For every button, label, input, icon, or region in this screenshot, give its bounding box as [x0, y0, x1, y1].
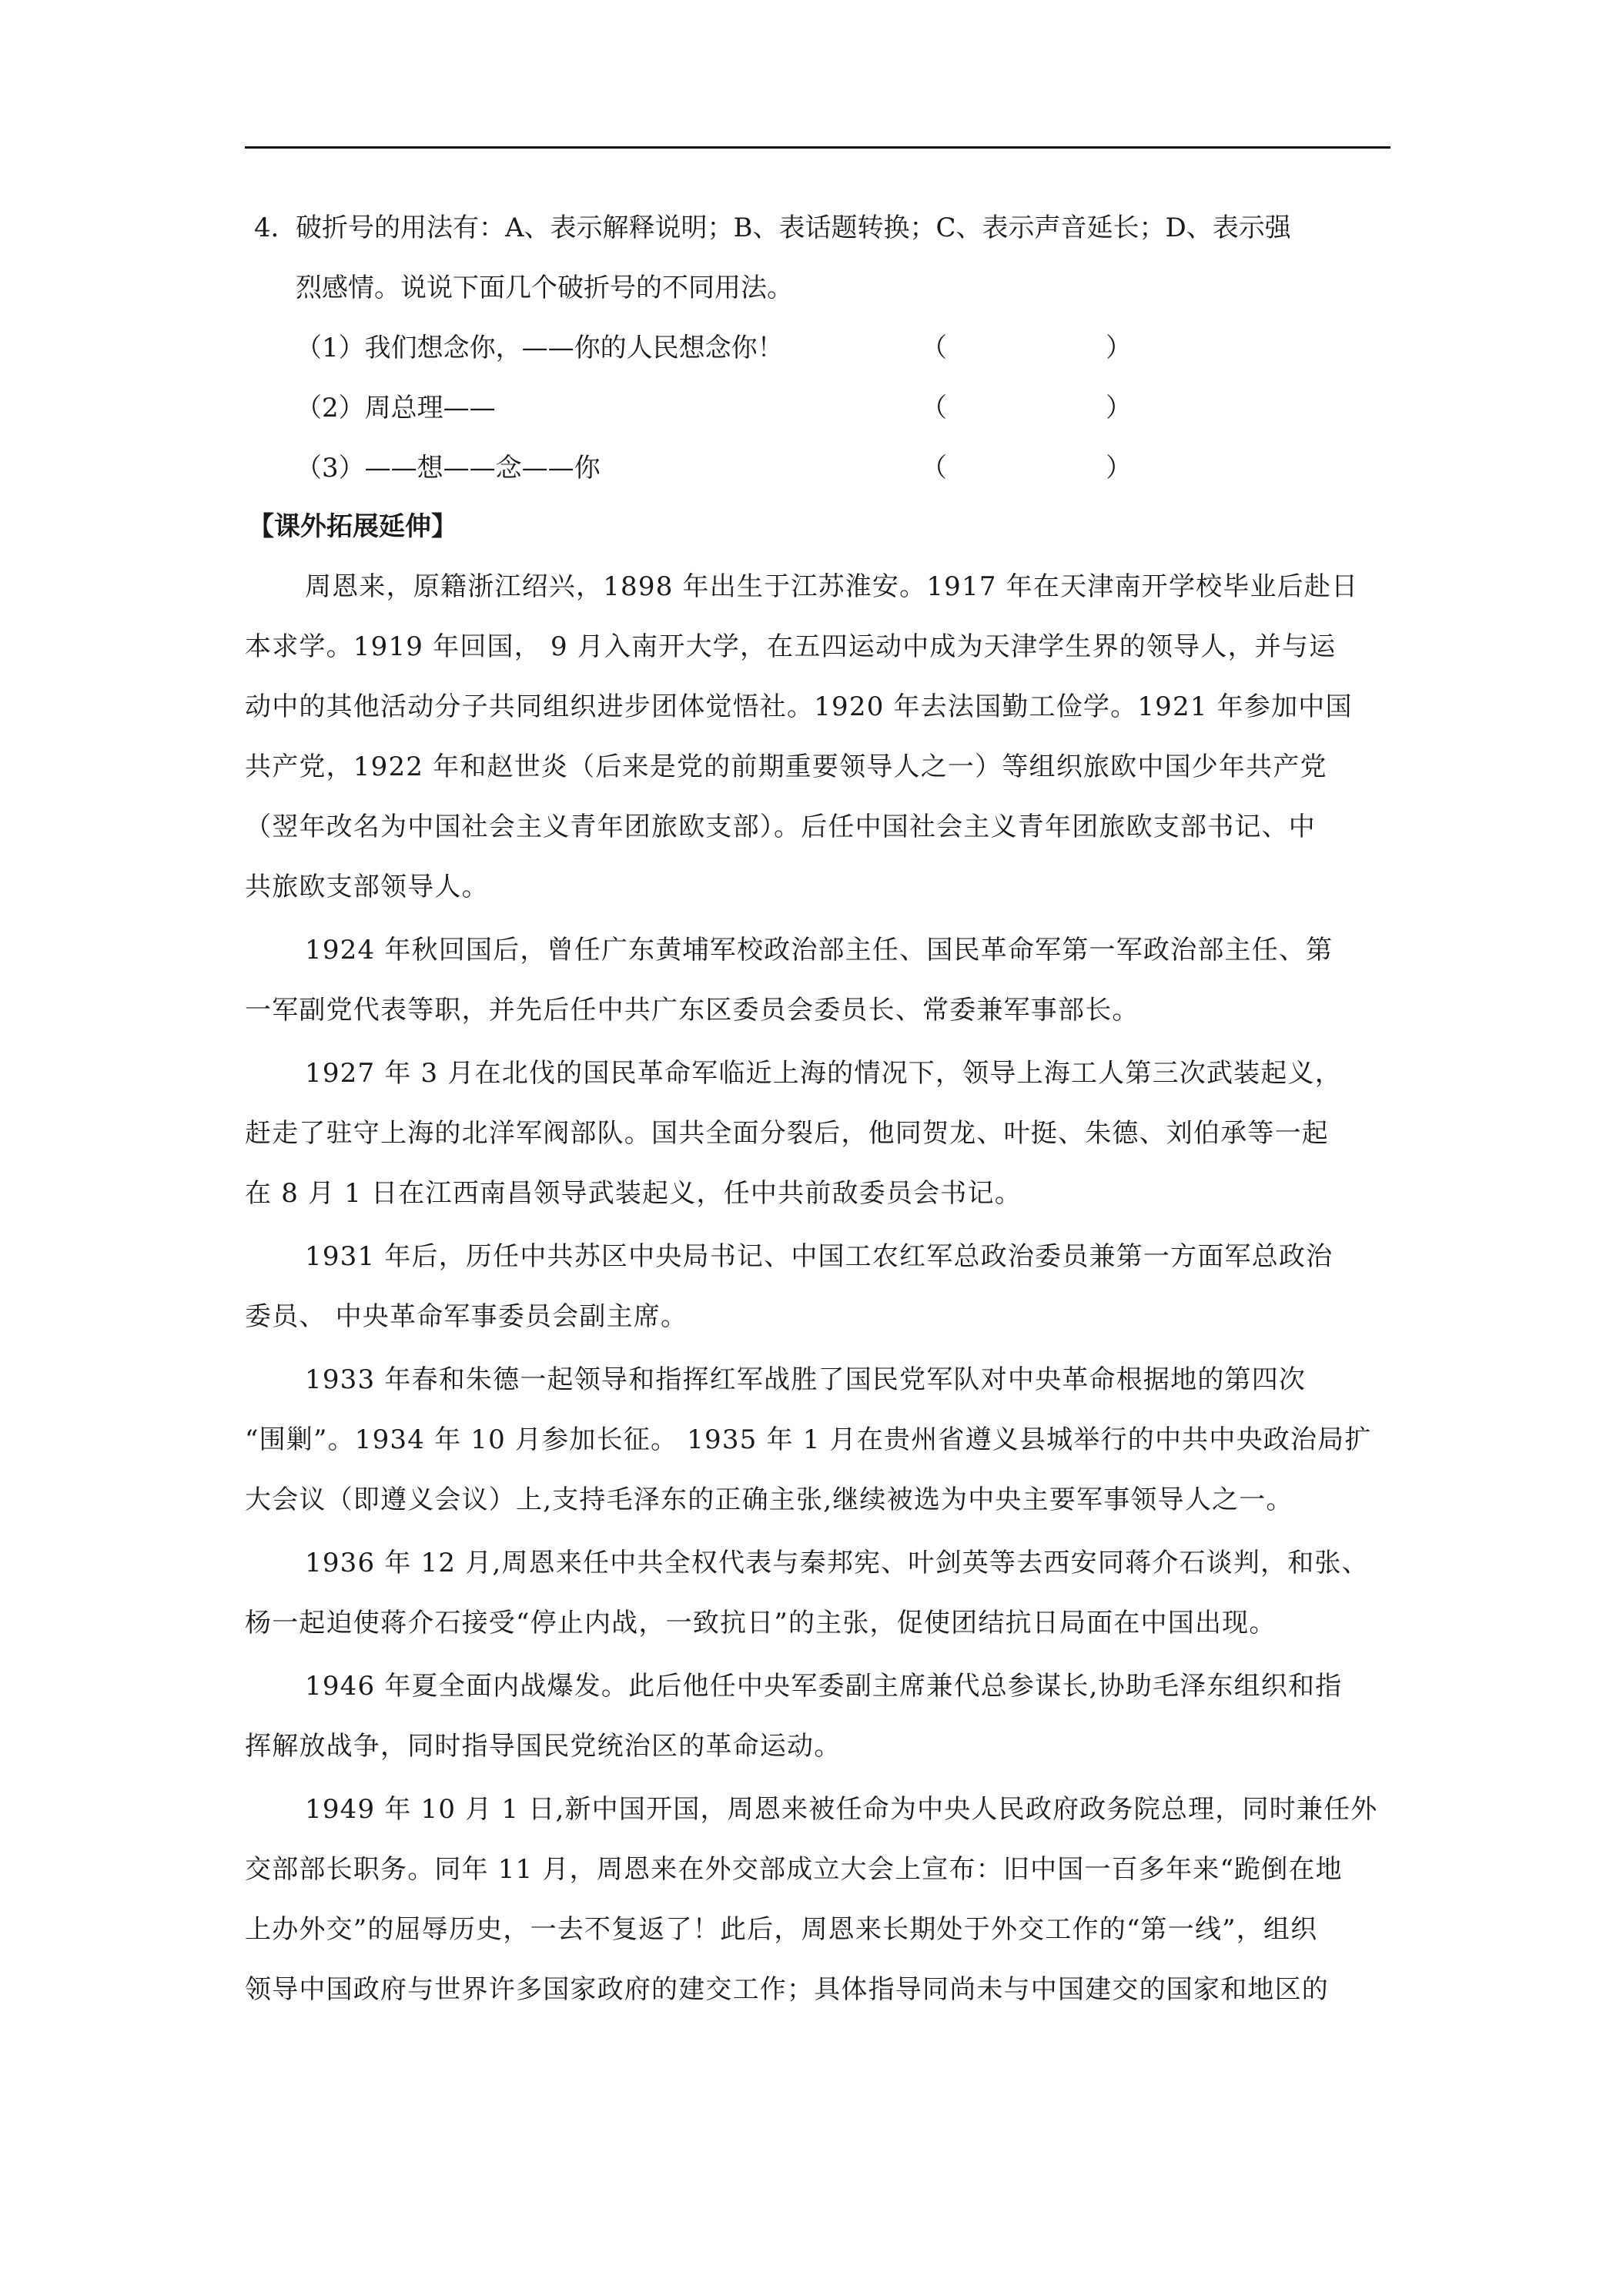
paragraph-line: 领导中国政府与世界许多国家政府的建交工作；具体指导同尚未与中国建交的国家和地区的 — [245, 1974, 1329, 2005]
question-number: 4． — [254, 213, 297, 243]
paragraph-line: 挥解放战争，同时指导国民党统治区的革命运动。 — [245, 1731, 842, 1762]
paragraph-line: 一军副党代表等职，并先后任中共广东区委员会委员长、常委兼军事部长。 — [245, 995, 1139, 1026]
paragraph-line: “围剿”。1934 年 10 月参加长征。 1935 年 1 月在贵州省遵义县城举行的中共中央政治局扩 — [245, 1424, 1372, 1455]
question-item-2: （2）周总理—— — [296, 393, 496, 423]
paragraph-line: 在 8 月 1 日在江西南昌领导武装起义，任中共前敌委员会书记。 — [245, 1178, 1022, 1209]
question-text-line-2: 烈感情。说说下面几个破折号的不同用法。 — [296, 273, 793, 303]
paragraph-line: 1924 年秋回国后，曾任广东黄埔军校政治部主任、国民革命军第一军政治部主任、第 — [305, 935, 1334, 966]
question-item-3: （3）——想——念——你 — [296, 453, 601, 484]
question-item-1: （1）我们想念你，——你的人民想念你！ — [296, 333, 784, 363]
paragraph-line: 1927 年 3 月在北伐的国民革命军临近上海的情况下，领导上海工人第三次武装起义， — [305, 1058, 1342, 1089]
paragraph-line: 共产党，1922 年和赵世炎（后来是党的前期重要领导人之一）等组织旅欧中国少年共产党 — [245, 751, 1327, 782]
paragraph-line: 大会议（即遵义会议）上,支持毛泽东的正确主张,继续被选为中央主要军事领导人之一。 — [245, 1484, 1293, 1515]
answer-blank-3-open: （ — [921, 453, 947, 484]
paragraph-line: 1931 年后，历任中共苏区中央局书记、中国工农红军总政治委员兼第一方面军总政治 — [305, 1241, 1334, 1272]
answer-blank-3-close: ） — [1106, 453, 1132, 484]
section-heading: 【课外拓展延伸】 — [248, 511, 457, 542]
answer-blank-2-open: （ — [921, 393, 947, 423]
paragraph-line: 周恩来，原籍浙江绍兴，1898 年出生于江苏淮安。1917 年在天津南开学校毕业后赴日 — [305, 571, 1359, 602]
paragraph-line: 1933 年春和朱德一起领导和指挥红军战胜了国民党军队对中央革命根据地的第四次 — [305, 1364, 1307, 1395]
paragraph-line: （翌年改名为中国社会主义青年团旅欧支部）。后任中国社会主义青年团旅欧支部书记、中 — [245, 812, 1316, 842]
paragraph-line: 动中的其他活动分子共同组织进步团体觉悟社。1920 年去法国勤工俭学。1921 年参加中国 — [245, 691, 1353, 722]
paragraph-line: 1936 年 12 月,周恩来任中共全权代表与秦邦宪、叶剑英等去西安同蒋介石谈判，和张、 — [305, 1548, 1369, 1578]
paragraph-line: 1949 年 10 月 1 日,新中国开国，周恩来被任命为中央人民政府政务院总理，同时兼任外 — [305, 1794, 1378, 1825]
answer-blank-2-close: ） — [1106, 393, 1132, 423]
paragraph-line: 共旅欧支部领导人。 — [245, 872, 489, 902]
answer-blank-1-close: ） — [1106, 333, 1132, 363]
paragraph-line: 本求学。1919 年回国， 9 月入南开大学，在五四运动中成为天津学生界的领导人，并与运 — [245, 631, 1337, 662]
paragraph-line: 委员、 中央革命军事委员会副主席。 — [245, 1301, 688, 1332]
paragraph-line: 上办外交”的屈辱历史，一去不复返了！此后，周恩来长期处于外交工作的“第一线”，组织 — [245, 1914, 1318, 1945]
paragraph-line: 1946 年夏全面内战爆发。此后他任中央军委副主席兼代总参谋长,协助毛泽东组织和指 — [305, 1671, 1343, 1702]
paragraph-line: 交部部长职务。同年 11 月，周恩来在外交部成立大会上宣布：旧中国一百多年来“跪倒在地 — [245, 1854, 1343, 1885]
paragraph-line: 杨一起迫使蒋介石接受“停止内战，一致抗日”的主张，促使团结抗日局面在中国出现。 — [245, 1608, 1277, 1638]
paragraph-line: 赶走了驻守上海的北洋军阀部队。国共全面分裂后，他同贺龙、叶挺、朱德、刘伯承等一起 — [245, 1118, 1329, 1149]
question-text-line-1: 破折号的用法有：A、表示解释说明；B、表话题转换；C、表示声音延长；D、表示强 — [296, 213, 1291, 243]
header-rule — [245, 146, 1390, 149]
answer-blank-1-open: （ — [921, 333, 947, 363]
